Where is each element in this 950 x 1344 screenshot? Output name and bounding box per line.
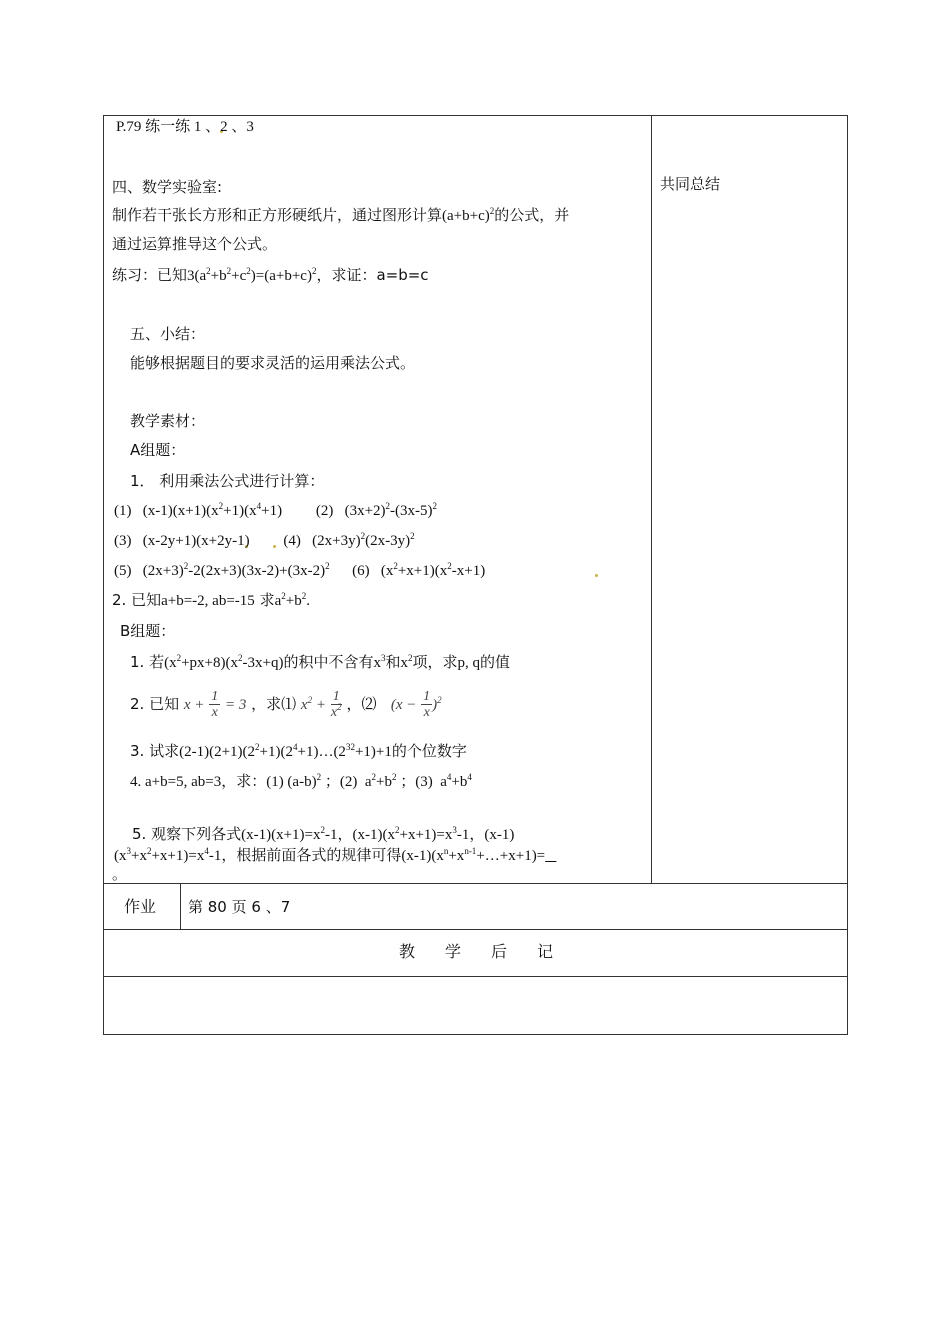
group-b-q1: 1. 若$(x^2+px+8)(x^2-3x+q)$的积中不含有$x^3$和$x^2$项，求p, q的值 [130,653,511,671]
table-border-bottom [103,1034,848,1035]
material-heading: 教学素材： [130,412,206,430]
group-b-q5-line1: 5. 观察下列各式$(x-1)(x+1)=x^2-1$，$(x-1)(x^2+x+1)=x^3-1$，(x-1) [132,825,515,843]
column-divider [651,115,652,883]
page-reference: P.79 练一练 1 、2 、3 [116,119,254,135]
group-b-q5-end: 。 [112,865,128,883]
group-b-q4: 4. a+b=5, ab=3，求：(1) $(a-b)^2$ ；(2) $a^2+b^2$ ；(3) $a^4+b^4$ [130,772,472,790]
table-border-right [847,115,848,1035]
homework-label: 作业 [124,897,157,916]
group-a-heading: A组题： [130,441,186,459]
group-b-q3: 3. 试求$(2-1)(2+1)(2^2+1)(2^4+1)\dots(2^{32}+1)+1$的个位数字 [130,742,467,760]
group-a-q1: 1． 利用乘法公式进行计算： [130,472,325,490]
group-b-q5-line2: $(x^3+x^2+x+1)=x^4-1$，根据前面各式的规律可得$(x-1)(x^n+x^{n-1}+\dots+x+1)=$ [114,846,546,864]
problem-row-1: (1) $(x-1)(x+1)(x^2+1)(x^4+1)$ (2) $(3x+2)^2-(3x-5)^2$ [114,501,438,519]
row-divider-homework [103,883,848,884]
summary-text: 能够根据题目的要求灵活的运用乘法公式。 [130,354,416,372]
side-note: 共同总结 [660,175,721,193]
table-border-left [103,115,104,1035]
row-divider-notes [103,976,848,977]
homework-cell-divider [180,883,181,929]
group-b-q2: 2. 已知 x + $\frac{1}{x}$ = 3 ，求⑴ $x^2$ + $\frac{1}{x^2}$ ，⑵ (x − $\frac{1}{x}$ )$^2$ [130,689,442,720]
table-border-top [103,115,848,116]
row-divider-postscript [103,929,848,930]
problem-row-3: (5) $(2x+3)^2-2(2x+3)(3x-2)+(3x-2)^2$ (6) $(x^2+x+1)(x^2-x+1)$ [114,561,486,579]
group-b-heading: B组题： [120,622,176,640]
postscript-heading: 教 学 后 记 [398,942,553,961]
lab-heading: 四、数学实验室: [112,178,223,196]
problem-row-2: (3) (x-2y+1)(x+2y-1) (4) $(2x+3y)^2(2x-3y)^2$ [114,531,415,549]
practice-line: 练习：已知$3(a^2+b^2+c^2)=(a+b+c)^2$，求证：a=b=c [112,266,429,284]
homework-text: 第 80 页 6 、7 [188,898,291,916]
lab-line-1: 制作若干张长方形和正方形硬纸片，通过图形计算$(a+b+c)^2$的公式，并 [112,206,570,224]
group-a-q2: 2. 已知a+b=-2, ab=-15 求$a^2+b^2$. [112,591,310,609]
scan-dot [595,574,598,577]
summary-heading: 五、小结： [130,325,206,343]
lab-line-2: 通过运算推导这个公式。 [112,235,278,253]
